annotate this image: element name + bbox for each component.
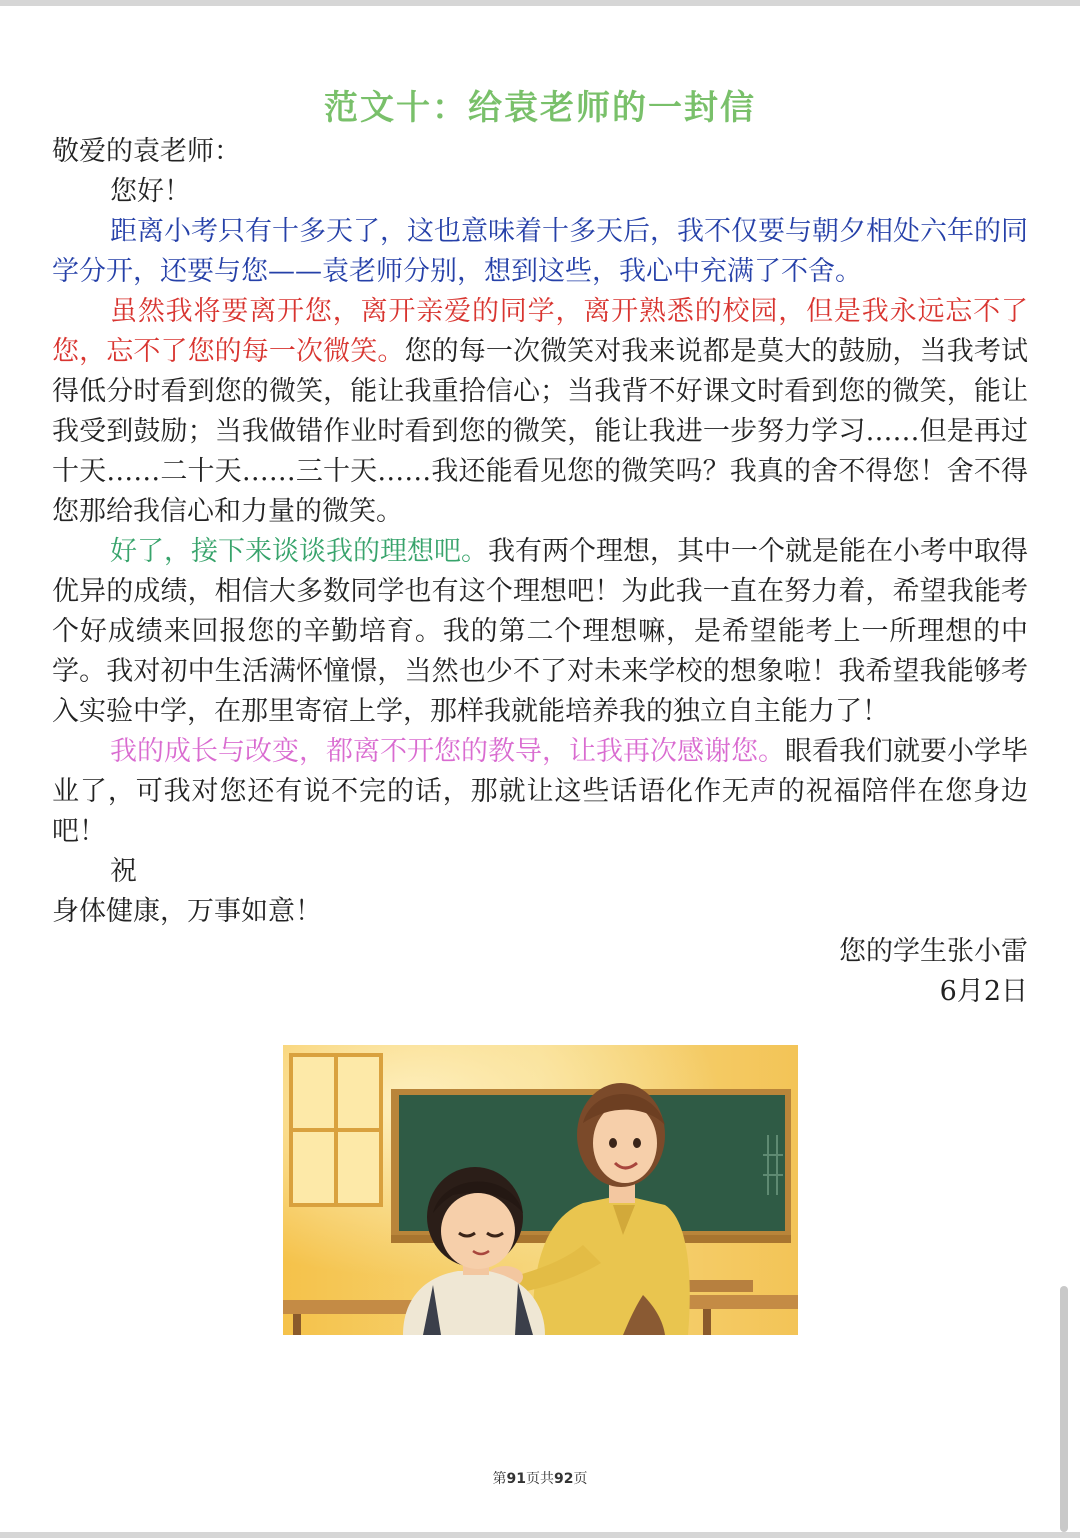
page-footer bbox=[0, 1468, 1080, 1488]
paragraph-3-rest: 我有两个理想，其中一个就是能在小考中取得优异的成绩，相信大多数同学也有这个理想吧！为此我一直在努力着，希望我能考个好成绩来回报您的辛勤培育。我的第二个理想嘛，是希望能考上一所理想的中学。我对初中生活满怀憧憬，当然也少不了对未来学校的想象啦！我希望我能够考入实验中学，在那里寄宿上学，那样我就能培养我的独立自主能力了！ bbox=[52, 536, 1028, 727]
greeting: 您好！ bbox=[110, 176, 191, 207]
paragraph-2 bbox=[52, 292, 1028, 532]
paragraph-3-highlight: 好了，接下来谈谈我的理想吧。 bbox=[110, 536, 488, 567]
paragraph-2-highlight: 虽然我将要离开您，离开亲爱的同学，离开熟悉的校园，但是我永远忘不了您，忘不了您的每一次微笑。 bbox=[52, 296, 1028, 367]
classroom-illustration bbox=[283, 1045, 798, 1335]
footer-total-pages: 92 bbox=[554, 1471, 574, 1487]
paragraph-1: 距离小考只有十多天了，这也意味着十多天后，我不仅要与朝夕相处六年的同学分开，还要与您——袁老师分别，想到这些，我心中充满了不舍。 bbox=[52, 216, 1028, 287]
salutation: 敬爱的袁老师： bbox=[52, 136, 241, 167]
paragraph-2-rest: 您的每一次微笑对我来说都是莫大的鼓励，当我考试得低分时看到您的微笑，能让我重拾信心；当我背不好课文时看到您的微笑，能让我受到鼓励；当我做错作业时看到您的微笑，能让我进一步努力学习……但是再过十天……二十天……三十天……我还能看见您的微笑吗？我真的舍不得您！舍不得您那给我信心和力量的微笑。 bbox=[52, 336, 1029, 527]
bottom-border bbox=[0, 1532, 1080, 1538]
letter-date: 6月2日 bbox=[939, 976, 1028, 1007]
footer-current-page: 91 bbox=[506, 1471, 526, 1487]
signature: 您的学生张小雷 bbox=[839, 936, 1028, 967]
scrollbar-thumb[interactable] bbox=[1060, 1286, 1068, 1532]
footer-suffix: 页 bbox=[573, 1471, 588, 1487]
closing-blessing: 身体健康，万事如意！ bbox=[52, 896, 322, 927]
paragraph-4-rest: 眼看我们就要小学毕业了，可我对您还有说不完的话，那就让这些话语化作无声的祝福陪伴在您身边吧！ bbox=[52, 736, 1028, 847]
top-border bbox=[0, 0, 1080, 6]
footer-middle: 页共 bbox=[526, 1471, 554, 1487]
footer-prefix: 第 bbox=[492, 1471, 507, 1487]
paragraph-4 bbox=[52, 732, 1028, 852]
document-title: 范文十：给袁老师的一封信 bbox=[324, 88, 756, 128]
closing-wish: 祝 bbox=[110, 856, 137, 887]
paragraph-3 bbox=[52, 532, 1028, 732]
paragraph-4-highlight: 我的成长与改变，都离不开您的教导，让我再次感谢您。 bbox=[110, 736, 785, 767]
document-page bbox=[52, 84, 1028, 1012]
teacher-student-illustration bbox=[283, 1045, 798, 1335]
